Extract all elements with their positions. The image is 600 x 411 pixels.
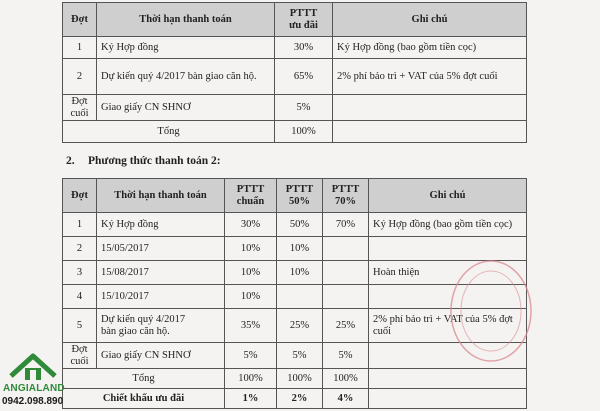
cell-note: Ký Hợp đồng (bao gồm tiền cọc)	[369, 213, 527, 237]
col-header-ghi-chu: Ghi chú	[333, 3, 527, 37]
discount-pttt-70: 4%	[323, 389, 369, 409]
cell-pttt-chuan: 30%	[225, 213, 277, 237]
cell-term: Giao giấy CN SHNƠ	[97, 95, 275, 121]
col-header-pttt-chuan: PTTT chuẩn	[225, 179, 277, 213]
cell-pttt-chuan: 5%	[225, 343, 277, 369]
cell-term: 15/10/2017	[97, 285, 225, 309]
cell-percent: 65%	[275, 59, 333, 95]
section-number: 2.	[66, 155, 75, 167]
cell-pttt-70: 70%	[323, 213, 369, 237]
cell-pttt-50: 10%	[277, 237, 323, 261]
col-header-dot: Đợt	[63, 3, 97, 37]
total-label: Tổng	[63, 121, 275, 143]
payment-table-1	[62, 2, 527, 143]
col-header-payment-term: Thời hạn thanh toán	[97, 3, 275, 37]
cell-percent: 30%	[275, 37, 333, 59]
cell-pttt-50: 50%	[277, 213, 323, 237]
cell-note	[333, 121, 527, 143]
total-pttt-chuan: 100%	[225, 369, 277, 389]
cell-note: 2% phí bảo trì + VAT của 5% đợt cuối	[333, 59, 527, 95]
col-header-pttt-70: PTTT 70%	[323, 179, 369, 213]
cell-note: Ký Hợp đồng (bao gồm tiền cọc)	[333, 37, 527, 59]
cell-percent: 5%	[275, 95, 333, 121]
cell-term: Dự kiến quý 4/2017 bàn giao căn hộ.	[97, 59, 275, 95]
cell-pttt-chuan: 10%	[225, 285, 277, 309]
cell-pttt-50	[277, 285, 323, 309]
col-header-ghi-chu: Ghi chú	[369, 179, 527, 213]
table-row	[63, 95, 527, 121]
cell-pttt-70	[323, 237, 369, 261]
total-label: Tổng	[63, 369, 225, 389]
cell-pttt-50: 25%	[277, 309, 323, 343]
cell-term: Giao giấy CN SHNƠ	[97, 343, 225, 369]
cell-pttt-70: 5%	[323, 343, 369, 369]
brand-phone: 0942.098.890	[2, 396, 64, 407]
cell-note	[369, 369, 527, 389]
cell-dot: 2	[63, 59, 97, 95]
table-header-row	[63, 3, 527, 37]
cell-pttt-50: 5%	[277, 343, 323, 369]
table-row	[63, 213, 527, 237]
col-header-pttt-uu-dai: PTTT ưu đãi	[275, 3, 333, 37]
table-row	[63, 59, 527, 95]
cell-term: Dự kiến quý 4/2017 bàn giao căn hộ.	[97, 309, 225, 343]
seal-stamp	[445, 256, 537, 366]
total-pttt-50: 100%	[277, 369, 323, 389]
cell-term: 15/08/2017	[97, 261, 225, 285]
cell-dot: Đợt cuối	[63, 343, 97, 369]
cell-note: 2% phí bảo trì + VAT của 5% đợt cuối	[369, 309, 527, 343]
cell-pttt-70: 25%	[323, 309, 369, 343]
cell-note: Hoàn thiện	[369, 261, 527, 285]
cell-dot: 1	[63, 213, 97, 237]
table-row	[63, 37, 527, 59]
cell-dot: 5	[63, 309, 97, 343]
table-header-row	[63, 179, 527, 213]
cell-pttt-70	[323, 285, 369, 309]
brand-name: ANGIALAND	[3, 383, 65, 394]
cell-dot: Đợt cuối	[63, 95, 97, 121]
cell-pttt-chuan: 35%	[225, 309, 277, 343]
table-total-row	[63, 369, 527, 389]
discount-pttt-50: 2%	[277, 389, 323, 409]
cell-pttt-50: 10%	[277, 261, 323, 285]
total-value: 100%	[275, 121, 333, 143]
cell-pttt-chuan: 10%	[225, 261, 277, 285]
cell-term: Ký Hợp đồng	[97, 37, 275, 59]
discount-pttt-chuan: 1%	[225, 389, 277, 409]
total-pttt-70: 100%	[323, 369, 369, 389]
col-header-dot: Đợt	[63, 179, 97, 213]
cell-dot: 2	[63, 237, 97, 261]
cell-pttt-70	[323, 261, 369, 285]
cell-term: Ký Hợp đồng	[97, 213, 225, 237]
cell-note	[369, 389, 527, 409]
col-header-payment-term: Thời hạn thanh toán	[97, 179, 225, 213]
cell-dot: 4	[63, 285, 97, 309]
discount-row	[63, 389, 527, 409]
cell-note	[333, 95, 527, 121]
section-heading	[66, 155, 221, 167]
cell-dot: 1	[63, 37, 97, 59]
house-logo-icon	[3, 346, 67, 386]
col-header-pttt-50: PTTT 50%	[277, 179, 323, 213]
cell-term: 15/05/2017	[97, 237, 225, 261]
section-title: Phương thức thanh toán 2:	[88, 155, 221, 167]
discount-label: Chiết khấu ưu đãi	[63, 389, 225, 409]
cell-dot: 3	[63, 261, 97, 285]
cell-pttt-chuan: 10%	[225, 237, 277, 261]
table-total-row	[63, 121, 527, 143]
